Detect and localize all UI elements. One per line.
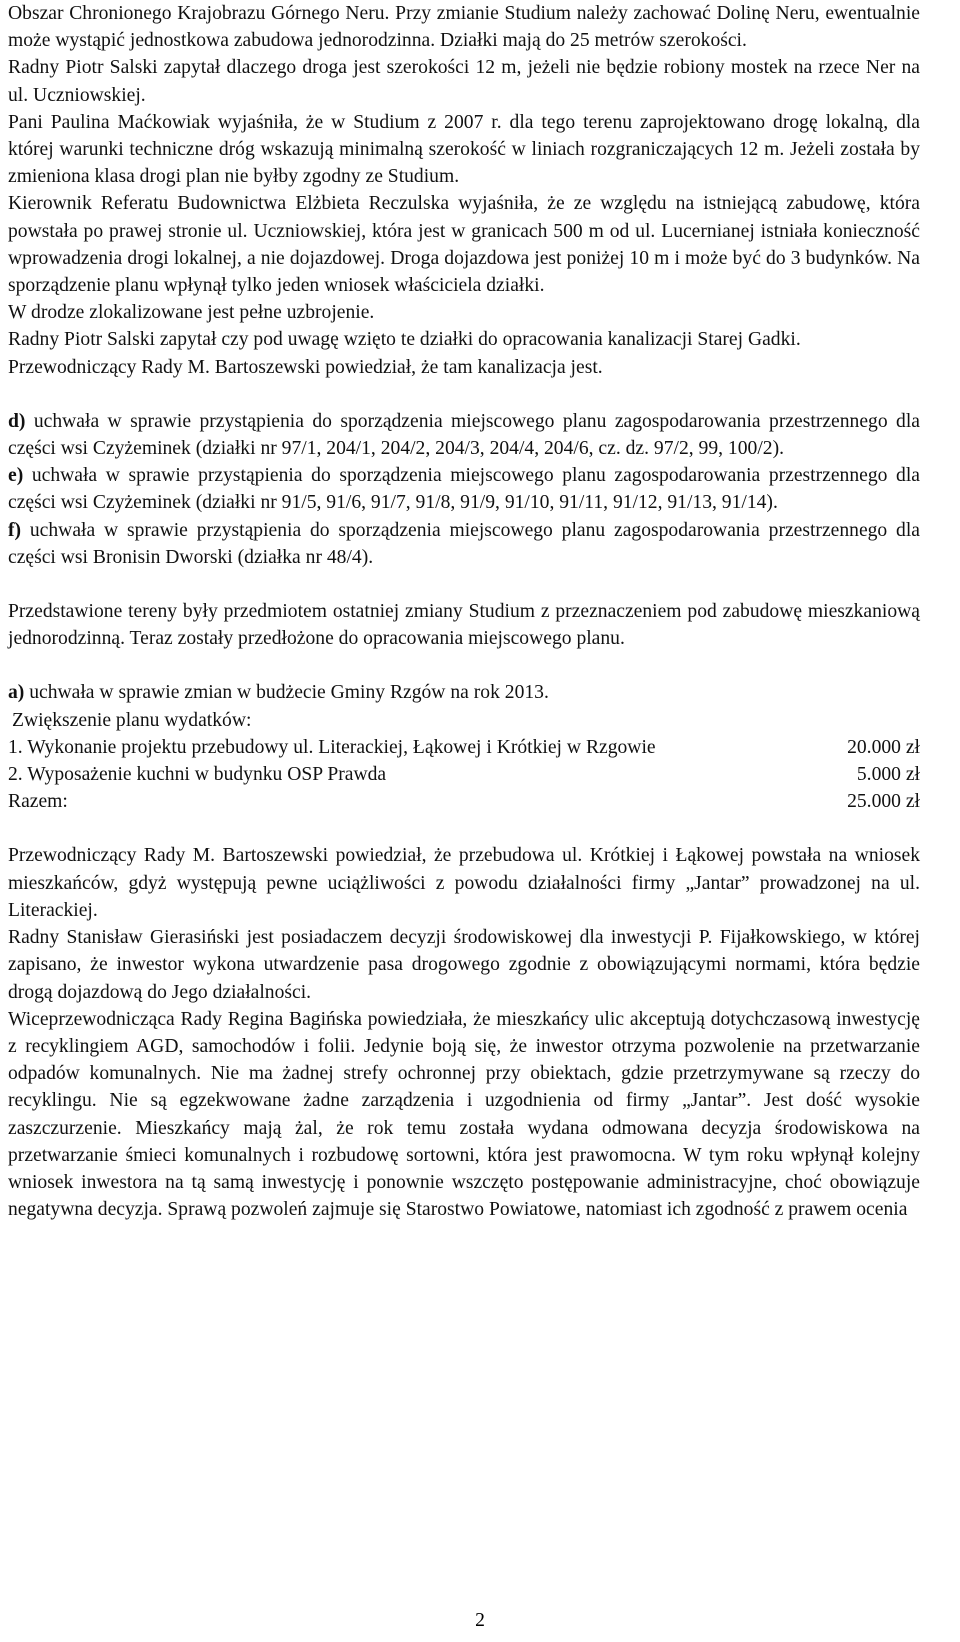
paragraph: Kierownik Referatu Budownictwa Elżbieta Reczulska wyjaśniła, że ze względu na istniejącą zabudowę, która powstała po prawej stronie ul. Uczniowskiej, która jest w granicach 500 m od ul. Lucernianej istniała konieczność wprowadzenia drogi lokalnej, a nie dojazdowej. Droga dojazdowa jest poniżej 10 m i może być do 3 budynków. Na sporządzenie planu wpłynął tylko jeden wniosek właściciela działki. xyxy=(8,193,920,297)
budget-row xyxy=(8,734,920,761)
paragraph: Wiceprzewodnicząca Rady Regina Bagińska powiedziała, że mieszkańcy ulic akceptują dotychczasową inwestycję z recyklingiem AGD, samochodów i folii. Jedynie boją się, że inwestor otrzyma pozwolenie na przetwarzanie odpadów komunalnych. Nie ma żadnej strefy ochronnej przy obiektach, gdzie przetrzymywane są rzeczy do recyklingu. Nie są egzekwowane żadne zarządzenia i uzgodnienia od firmy „Jantar”. Jest dość wysokie zaszczurzenie. Mieszkańcy mają żal, że rok temu została wydana odmowana decyzja środowiskowa na przetwarzanie śmieci komunalnych i rozbudowę sortowni, która jest prawomocna. W tym roku wpłynął kolejny wniosek inwestora na tą samą inwestycję i ponownie wszczęto postępowanie administracyjne, choć obowiązuje negatywna decyzja. Sprawą pozwoleń zajmuje się Starostwo Powiatowe, natomiast ich zgodność z prawem ocenia xyxy=(8,1008,920,1221)
paragraph: Radny Piotr Salski zapytał dlaczego droga jest szerokości 12 m, jeżeli nie będzie robiony mostek na rzece Ner na ul. Uczniowskiej. xyxy=(8,57,920,106)
resolution-text: uchwała w sprawie przystąpienia do sporządzenia miejscowego planu zagospodarowania przestrzennego dla części wsi Czyżeminek (działki nr 91/5, 91/6, 91/7, 91/8, 91/9, 91/10, 91/11, 91/12, 91/13, 91/14). xyxy=(8,465,920,514)
resolution-letter: f) xyxy=(8,519,22,541)
resolution-item xyxy=(8,462,920,516)
paragraph: Przewodniczący Rady M. Bartoszewski powiedział, że tam kanalizacja jest. xyxy=(8,356,603,378)
budget-item-amount: 20.000 zł xyxy=(847,736,920,758)
budget-letter: a) xyxy=(8,682,25,704)
budget-heading xyxy=(8,679,920,706)
paragraph: Radny Stanisław Gierasiński jest posiadaczem decyzji środowiskowej dla inwestycji P. Fijałkowskiego, w której zapisano, że inwestor wykona utwardzenie pasa drogowego zgodnie z obowiązującymi normami, która będzie drogą dojazdową do Jego działalności. xyxy=(8,927,920,1003)
resolution-item xyxy=(8,517,920,571)
budget-item-label: 1. Wykonanie projektu przebudowy ul. Literackiej, Łąkowej i Krótkiej w Rzgowie xyxy=(8,736,656,758)
page-number: 2 xyxy=(475,1610,485,1631)
resolution-letter: d) xyxy=(8,410,26,432)
budget-title: uchwała w sprawie zmian w budżecie Gminy Rzgów na rok 2013. xyxy=(24,682,549,704)
budget-item-label: 2. Wyposażenie kuchni w budynku OSP Prawda xyxy=(8,764,387,786)
paragraph: Przedstawione tereny były przedmiotem ostatniej zmiany Studium z przeznaczeniem pod zabudowę mieszkaniową jednorodzinną. Teraz zostały przedłożone do opracowania miejscowego planu. xyxy=(8,601,920,650)
paragraph: Radny Piotr Salski zapytał czy pod uwagę wzięto te działki do opracowania kanalizacji Starej Gadki. xyxy=(8,329,801,351)
budget-item-amount: 5.000 zł xyxy=(856,764,920,786)
paragraph: W drodze zlokalizowane jest pełne uzbrojenie. xyxy=(8,302,375,324)
resolution-item xyxy=(8,408,920,462)
budget-total-row xyxy=(8,788,920,815)
document-page xyxy=(8,0,920,1223)
budget-total-amount: 25.000 zł xyxy=(847,791,920,813)
budget-subtitle: Zwiększenie planu wydatków: xyxy=(12,709,252,731)
resolution-text: uchwała w sprawie przystąpienia do sporządzenia miejscowego planu zagospodarowania przestrzennego dla części wsi Czyżeminek (działki nr 97/1, 204/1, 204/2, 204/3, 204/4, 204/6, cz. dz. 97/2, 99, 100/2). xyxy=(8,410,920,460)
paragraph: Obszar Chronionego Krajobrazu Górnego Neru. Przy zmianie Studium należy zachować Dolinę Neru, ewentualnie może wystąpić jednostkowa zabudowa jednorodzinna. Działki mają do 25 metrów szerokości. xyxy=(8,3,920,52)
resolution-letter: e) xyxy=(8,465,24,487)
paragraph: Przewodniczący Rady M. Bartoszewski powiedział, że przebudowa ul. Krótkiej i Łąkowej powstała na wniosek mieszkańców, gdyż występują pewne uciążliwości z powodu działalności firmy „Jantar” prowadzonej na ul. Literackiej. xyxy=(8,845,920,921)
budget-total-label: Razem: xyxy=(8,791,68,813)
paragraph: Pani Paulina Maćkowiak wyjaśniła, że w Studium z 2007 r. dla tego terenu zaprojektowano drogę lokalną, dla której warunki techniczne dróg wskazują minimalną szerokość w liniach rozgraniczających 12 m. Jeżeli została by zmieniona klasa drogi plan nie byłby zgodny ze Studium. xyxy=(8,111,920,188)
resolution-text: uchwała w sprawie przystąpienia do sporządzenia miejscowego planu zagospodarowania przestrzennego dla części wsi Bronisin Dworski (działka nr 48/4). xyxy=(8,519,920,568)
budget-row xyxy=(8,761,920,788)
